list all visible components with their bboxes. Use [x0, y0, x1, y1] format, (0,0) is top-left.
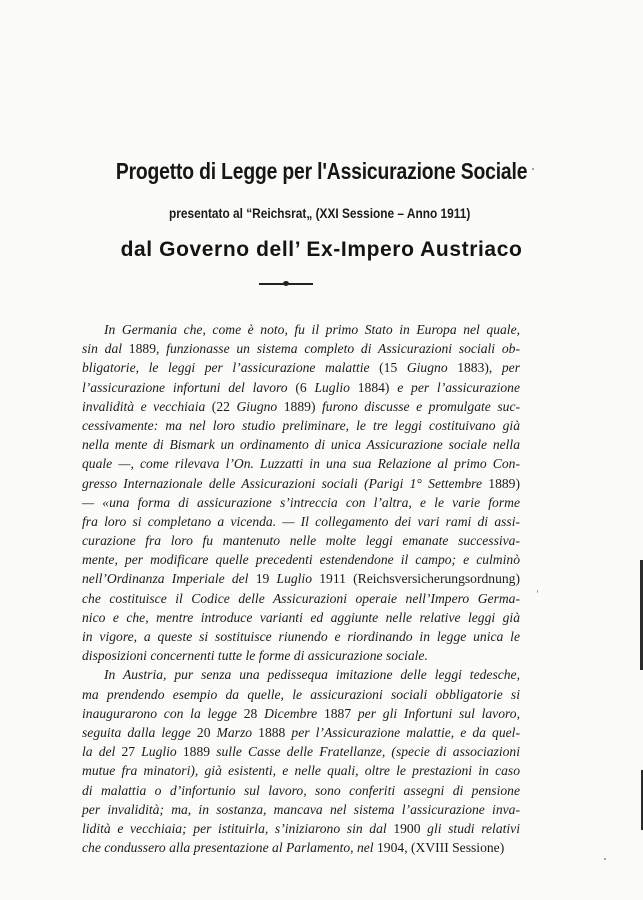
text-run: Dicembre — [257, 705, 324, 721]
text-line — [82, 589, 520, 608]
text-run: sulle Casse delle Fratellanze, (specie di associazioni — [210, 744, 520, 760]
text-run: e per l’assicurazione — [389, 379, 520, 395]
text-run: Marzo — [210, 724, 259, 740]
text-run: che condussero alla presentazione al Parlamento, nel — [82, 840, 377, 856]
text-run: furono discusse e promulgate suc- — [315, 398, 520, 414]
text-line — [82, 512, 520, 531]
text-run: 1887 — [323, 705, 352, 721]
text-run: gresso Internazionale delle Assicurazioni sociali (Parigi 1° Settembre — [82, 475, 489, 491]
text-run: (15 — [379, 360, 398, 376]
text-run: per — [492, 360, 520, 376]
text-run: disposizioni concernenti tutte le forme di assicurazione sociale. — [82, 648, 428, 664]
text-line — [82, 339, 520, 358]
text-run: curazione fra loro fu mantenuto nelle molte leggi emanate successiva- — [82, 533, 520, 549]
text-run: quale —, come rilevava l’On. Luzzatti in una sua Relazione al primo Con- — [82, 456, 520, 472]
text-run: 20 — [196, 724, 211, 740]
text-line — [82, 474, 520, 493]
text-run: 1889 — [182, 744, 211, 760]
text-line — [82, 454, 520, 473]
text-line — [82, 646, 520, 665]
text-run: Luglio — [135, 744, 183, 760]
text-line — [82, 761, 520, 780]
text-run: la del — [82, 744, 122, 760]
document-title: Progetto di Legge per l'Assicurazione Sociale — [115, 158, 528, 184]
text-run: mente, per modificare quelle precedenti estendendone il campo; e culminò — [82, 552, 520, 568]
text-run: nella mente di Bismark un ordinamento di unica Assicurazione sociale nella — [82, 437, 520, 453]
text-run: sin dal — [82, 341, 129, 357]
page-speck — [537, 590, 538, 593]
text-run: 1883), — [457, 360, 493, 376]
text-run: 1900 — [393, 820, 421, 836]
text-run: 1889) — [488, 475, 520, 491]
text-line — [82, 435, 520, 454]
text-run: 1904, (XVIII Sessione) — [377, 840, 505, 856]
text-line — [82, 397, 520, 416]
text-run: per gli Infortuni sul lavoro, — [351, 705, 520, 721]
text-line — [82, 320, 520, 339]
text-run: In Austria, pur senza una pedissequa imitazione delle leggi tedesche, — [104, 667, 520, 683]
text-run: In Germania che, come è noto, fu il primo Stato in Europa nel quale, — [104, 322, 520, 337]
document-heading: dal Governo dell’ Ex-Impero Austriaco — [120, 238, 523, 261]
text-line — [82, 493, 520, 512]
text-run: di malattia o d’infortunio sul lavoro, sono conferiti assegni di pensione — [82, 782, 520, 798]
text-line — [82, 704, 520, 723]
text-run: fra loro si completano a vicenda. — Il collegamento dei vari rami di assi- — [82, 513, 520, 529]
text-line — [82, 800, 520, 819]
text-run: lidità e vecchiaia; per istituirla, s’iniziarono sin dal — [82, 820, 394, 836]
text-run: nell’Ordinanza Imperiale del — [82, 571, 256, 587]
text-run: che costituisce il Codice delle Assicurazioni operaie nell’Impero Germa- — [82, 590, 520, 606]
text-line — [82, 723, 520, 742]
text-run: Giugno — [397, 360, 458, 376]
ornamental-rule-dot — [283, 281, 289, 286]
text-line — [82, 781, 520, 800]
document-subtitle: presentato al “Reichsrat„ (XXI Sessione – Anno 1911) — [168, 206, 471, 221]
text-run: 1884) — [357, 379, 390, 395]
page-speck — [604, 858, 606, 860]
text-run: inaugurarono con la legge — [82, 705, 244, 721]
text-run: Luglio — [269, 571, 320, 587]
text-run: l’assicurazione infortuni del lavoro — [82, 379, 296, 395]
text-line — [82, 838, 520, 857]
text-line — [82, 378, 520, 397]
text-line — [82, 819, 520, 838]
text-run: gli studi relativi — [420, 820, 520, 836]
text-line — [82, 665, 520, 684]
text-run: (22 — [211, 398, 230, 414]
text-line — [82, 550, 520, 569]
text-run: seguita dalla legge — [82, 724, 197, 740]
text-run: bligatorie, le leggi per l’assicurazione malattie — [82, 360, 380, 376]
text-run: in vigore, a queste si sostituisce riunendo e riordinando in legge unica le — [82, 629, 520, 644]
text-run: cessivamente: ma nel loro studio preliminare, le tre leggi costituivano già — [82, 417, 520, 433]
text-line — [82, 358, 520, 377]
text-run: nico e che, mentre introduce varianti ed aggiunte nelle relative leggi già — [82, 609, 520, 625]
text-line — [82, 608, 520, 627]
text-run: mutue fra minatori), già esistenti, e nelle quali, oltre le prestazioni in caso — [82, 763, 520, 779]
text-run: 27 — [121, 744, 136, 760]
text-run: , funzionasse un sistema completo di Assicurazioni sociali ob- — [155, 341, 520, 357]
text-run: 1888 — [258, 724, 286, 740]
text-line — [82, 742, 520, 761]
text-run: (6 — [295, 379, 307, 395]
text-line — [82, 627, 520, 646]
text-run: 28 — [243, 705, 258, 721]
text-run: — «una forma di assicurazione s’intreccia con l’altra, e le varie forme — [82, 494, 520, 510]
text-run: invalidità e vecchiaia — [82, 398, 212, 414]
text-line — [82, 531, 520, 550]
text-run: 1889 — [128, 341, 156, 357]
text-run: per l’Assicurazione malattie, e da quel- — [285, 724, 520, 740]
text-line — [82, 416, 520, 435]
text-run: per invalidità; ma, in sostanza, mancava nel sistema l’assicurazione inva- — [82, 801, 520, 817]
text-run: Luglio — [306, 379, 358, 395]
text-run: ma prendendo esempio da quelle, le assicurazioni sociali obbligatorie si — [82, 686, 520, 702]
text-run: 1889) — [283, 398, 316, 414]
text-run: 1911 (Reichsversicherungsordnung) — [319, 571, 520, 587]
body-text — [82, 320, 520, 857]
text-line — [82, 569, 520, 588]
page-speck — [532, 168, 534, 170]
text-run: Giugno — [229, 398, 284, 414]
text-line — [82, 685, 520, 704]
text-run: 19 — [255, 571, 270, 587]
